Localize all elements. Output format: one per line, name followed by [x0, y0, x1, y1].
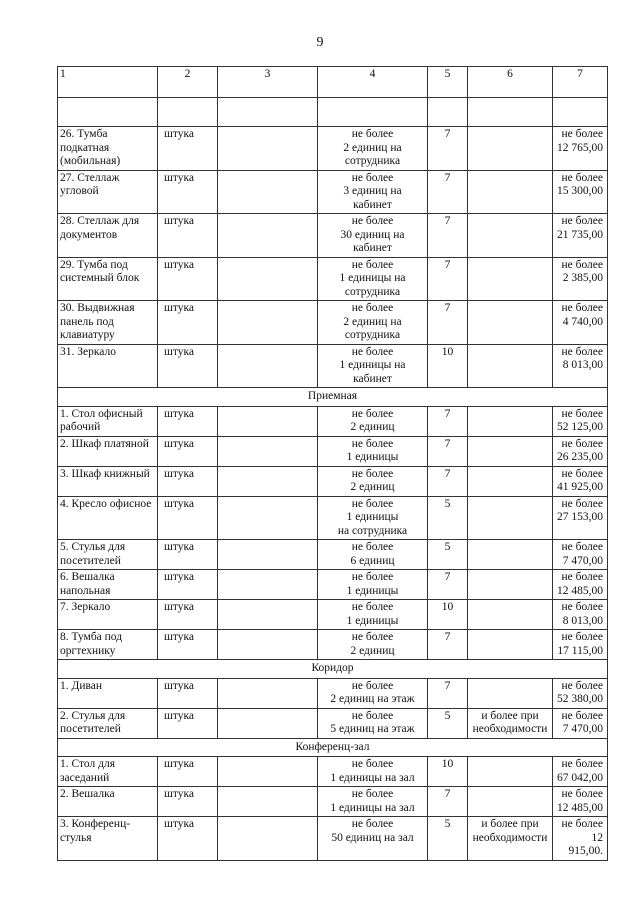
- note-cell: [468, 257, 553, 301]
- service-years-cell: 7: [428, 127, 468, 171]
- unit-cell: штука: [158, 600, 218, 630]
- section-title: Приемная: [58, 388, 608, 407]
- table-row: [58, 787, 608, 817]
- unit-cell: штука: [158, 436, 218, 466]
- price-cell: не более 41 925,00: [553, 466, 608, 496]
- table-body: [58, 67, 608, 861]
- table-row: [58, 170, 608, 214]
- note-cell: [468, 496, 553, 540]
- table-row: [58, 127, 608, 171]
- note-cell: [468, 787, 553, 817]
- spacer-cell: [58, 98, 158, 127]
- column-3-cell: [218, 817, 318, 861]
- quantity-norm-cell: не более 1 единицы на зал: [318, 757, 428, 787]
- unit-cell: штука: [158, 301, 218, 345]
- service-years-cell: 7: [428, 257, 468, 301]
- item-name-cell: 31. Зеркало: [58, 344, 158, 388]
- table-row: [58, 344, 608, 388]
- column-header-3: 3: [218, 67, 318, 98]
- section-title: Конференц-зал: [58, 738, 608, 757]
- quantity-norm-cell: не более 1 единицы: [318, 436, 428, 466]
- item-name-cell: 26. Тумба подкатная (мобильная): [58, 127, 158, 171]
- price-cell: не более 21 735,00: [553, 214, 608, 258]
- price-cell: не более 52 125,00: [553, 406, 608, 436]
- note-cell: [468, 757, 553, 787]
- section-title: Коридор: [58, 660, 608, 679]
- quantity-norm-cell: не более 2 единиц на сотрудника: [318, 301, 428, 345]
- column-header-7: 7: [553, 67, 608, 98]
- unit-cell: штука: [158, 496, 218, 540]
- unit-cell: штука: [158, 757, 218, 787]
- item-name-cell: 29. Тумба под системный блок: [58, 257, 158, 301]
- price-cell: не более 7 470,00: [553, 708, 608, 738]
- service-years-cell: 10: [428, 757, 468, 787]
- item-name-cell: 8. Тумба под оргтехнику: [58, 630, 158, 660]
- price-cell: не более 7 470,00: [553, 540, 608, 570]
- table-row: [58, 466, 608, 496]
- column-3-cell: [218, 436, 318, 466]
- column-number-row: [58, 67, 608, 98]
- quantity-norm-cell: не более 3 единиц на кабинет: [318, 170, 428, 214]
- price-cell: не более 12 485,00: [553, 787, 608, 817]
- item-name-cell: 1. Диван: [58, 678, 158, 708]
- quantity-norm-cell: не более 2 единиц: [318, 406, 428, 436]
- spacer-cell: [218, 98, 318, 127]
- service-years-cell: 7: [428, 466, 468, 496]
- column-3-cell: [218, 257, 318, 301]
- column-3-cell: [218, 600, 318, 630]
- column-3-cell: [218, 630, 318, 660]
- unit-cell: штука: [158, 708, 218, 738]
- table-row: [58, 496, 608, 540]
- column-header-2: 2: [158, 67, 218, 98]
- unit-cell: штука: [158, 406, 218, 436]
- quantity-norm-cell: не более 2 единиц: [318, 466, 428, 496]
- note-cell: [468, 540, 553, 570]
- unit-cell: штука: [158, 466, 218, 496]
- note-cell: и более при необходимости: [468, 708, 553, 738]
- table-row: [58, 436, 608, 466]
- quantity-norm-cell: не более 1 единицы на кабинет: [318, 344, 428, 388]
- service-years-cell: 7: [428, 214, 468, 258]
- column-3-cell: [218, 466, 318, 496]
- column-3-cell: [218, 570, 318, 600]
- note-cell: [468, 466, 553, 496]
- quantity-norm-cell: не более 6 единиц: [318, 540, 428, 570]
- spacer-cell: [428, 98, 468, 127]
- note-cell: [468, 600, 553, 630]
- unit-cell: штука: [158, 214, 218, 258]
- table-row: [58, 817, 608, 861]
- service-years-cell: 7: [428, 787, 468, 817]
- price-cell: не более 8 013,00: [553, 344, 608, 388]
- column-3-cell: [218, 757, 318, 787]
- column-3-cell: [218, 214, 318, 258]
- quantity-norm-cell: не более 2 единиц на этаж: [318, 678, 428, 708]
- price-cell: не более 12 765,00: [553, 127, 608, 171]
- unit-cell: штука: [158, 678, 218, 708]
- spacer-cell: [158, 98, 218, 127]
- price-cell: не более 17 115,00: [553, 630, 608, 660]
- item-name-cell: 7. Зеркало: [58, 600, 158, 630]
- table-row: [58, 708, 608, 738]
- item-name-cell: 3. Шкаф книжный: [58, 466, 158, 496]
- note-cell: [468, 406, 553, 436]
- note-cell: [468, 570, 553, 600]
- service-years-cell: 7: [428, 436, 468, 466]
- unit-cell: штука: [158, 170, 218, 214]
- note-cell: [468, 127, 553, 171]
- spacer-cell: [318, 98, 428, 127]
- item-name-cell: 6. Вешалка напольная: [58, 570, 158, 600]
- table-row: [58, 540, 608, 570]
- item-name-cell: 2. Шкаф платяной: [58, 436, 158, 466]
- price-cell: не более 8 013,00: [553, 600, 608, 630]
- note-cell: [468, 678, 553, 708]
- table-row: [58, 301, 608, 345]
- quantity-norm-cell: не более 50 единиц на зал: [318, 817, 428, 861]
- table-row: [58, 214, 608, 258]
- price-cell: не более 12 915,00.: [553, 817, 608, 861]
- column-3-cell: [218, 170, 318, 214]
- price-cell: не более 4 740,00: [553, 301, 608, 345]
- table-row: [58, 406, 608, 436]
- column-3-cell: [218, 678, 318, 708]
- price-cell: не более 26 235,00: [553, 436, 608, 466]
- quantity-norm-cell: не более 2 единиц на сотрудника: [318, 127, 428, 171]
- item-name-cell: 1. Стол для заседаний: [58, 757, 158, 787]
- spacer-row: [58, 98, 608, 127]
- section-row: [58, 738, 608, 757]
- quantity-norm-cell: не более 2 единиц: [318, 630, 428, 660]
- unit-cell: штука: [158, 257, 218, 301]
- note-cell: и более при необходимости: [468, 817, 553, 861]
- column-3-cell: [218, 344, 318, 388]
- column-header-5: 5: [428, 67, 468, 98]
- price-cell: не более 12 485,00: [553, 570, 608, 600]
- service-years-cell: 7: [428, 301, 468, 345]
- column-3-cell: [218, 787, 318, 817]
- spacer-cell: [553, 98, 608, 127]
- column-3-cell: [218, 127, 318, 171]
- item-name-cell: 3. Конференц-стулья: [58, 817, 158, 861]
- column-3-cell: [218, 496, 318, 540]
- unit-cell: штука: [158, 817, 218, 861]
- column-header-4: 4: [318, 67, 428, 98]
- item-name-cell: 2. Стулья для посетителей: [58, 708, 158, 738]
- service-years-cell: 7: [428, 630, 468, 660]
- table-row: [58, 257, 608, 301]
- service-years-cell: 5: [428, 540, 468, 570]
- column-3-cell: [218, 301, 318, 345]
- table-row: [58, 570, 608, 600]
- service-years-cell: 5: [428, 817, 468, 861]
- service-years-cell: 5: [428, 708, 468, 738]
- price-cell: не более 27 153,00: [553, 496, 608, 540]
- service-years-cell: 10: [428, 600, 468, 630]
- page-number: 9: [316, 35, 324, 50]
- table-row: [58, 600, 608, 630]
- table-row: [58, 678, 608, 708]
- unit-cell: штука: [158, 570, 218, 600]
- note-cell: [468, 630, 553, 660]
- item-name-cell: 5. Стулья для посетителей: [58, 540, 158, 570]
- service-years-cell: 5: [428, 496, 468, 540]
- note-cell: [468, 301, 553, 345]
- quantity-norm-cell: не более 1 единицы на зал: [318, 787, 428, 817]
- table-row: [58, 757, 608, 787]
- spacer-cell: [468, 98, 553, 127]
- item-name-cell: 1. Стол офисный рабочий: [58, 406, 158, 436]
- furniture-norms-table: [57, 66, 608, 861]
- service-years-cell: 10: [428, 344, 468, 388]
- column-3-cell: [218, 406, 318, 436]
- table-row: [58, 630, 608, 660]
- column-3-cell: [218, 540, 318, 570]
- service-years-cell: 7: [428, 570, 468, 600]
- section-row: [58, 660, 608, 679]
- quantity-norm-cell: не более 5 единиц на этаж: [318, 708, 428, 738]
- service-years-cell: 7: [428, 678, 468, 708]
- price-cell: не более 52 380,00: [553, 678, 608, 708]
- quantity-norm-cell: не более 1 единицы: [318, 600, 428, 630]
- price-cell: не более 15 300,00: [553, 170, 608, 214]
- unit-cell: штука: [158, 127, 218, 171]
- column-3-cell: [218, 708, 318, 738]
- quantity-norm-cell: не более 1 единицы на сотрудника: [318, 496, 428, 540]
- note-cell: [468, 344, 553, 388]
- quantity-norm-cell: не более 30 единиц на кабинет: [318, 214, 428, 258]
- note-cell: [468, 436, 553, 466]
- column-header-6: 6: [468, 67, 553, 98]
- item-name-cell: 2. Вешалка: [58, 787, 158, 817]
- note-cell: [468, 214, 553, 258]
- column-header-1: 1: [58, 67, 158, 98]
- item-name-cell: 27. Стеллаж угловой: [58, 170, 158, 214]
- unit-cell: штука: [158, 787, 218, 817]
- quantity-norm-cell: не более 1 единицы: [318, 570, 428, 600]
- unit-cell: штука: [158, 540, 218, 570]
- item-name-cell: 4. Кресло офисное: [58, 496, 158, 540]
- service-years-cell: 7: [428, 170, 468, 214]
- section-row: [58, 388, 608, 407]
- price-cell: не более 67 042,00: [553, 757, 608, 787]
- note-cell: [468, 170, 553, 214]
- unit-cell: штука: [158, 630, 218, 660]
- unit-cell: штука: [158, 344, 218, 388]
- item-name-cell: 30. Выдвижная панель под клавиатуру: [58, 301, 158, 345]
- price-cell: не более 2 385,00: [553, 257, 608, 301]
- service-years-cell: 7: [428, 406, 468, 436]
- quantity-norm-cell: не более 1 единицы на сотрудника: [318, 257, 428, 301]
- item-name-cell: 28. Стеллаж для документов: [58, 214, 158, 258]
